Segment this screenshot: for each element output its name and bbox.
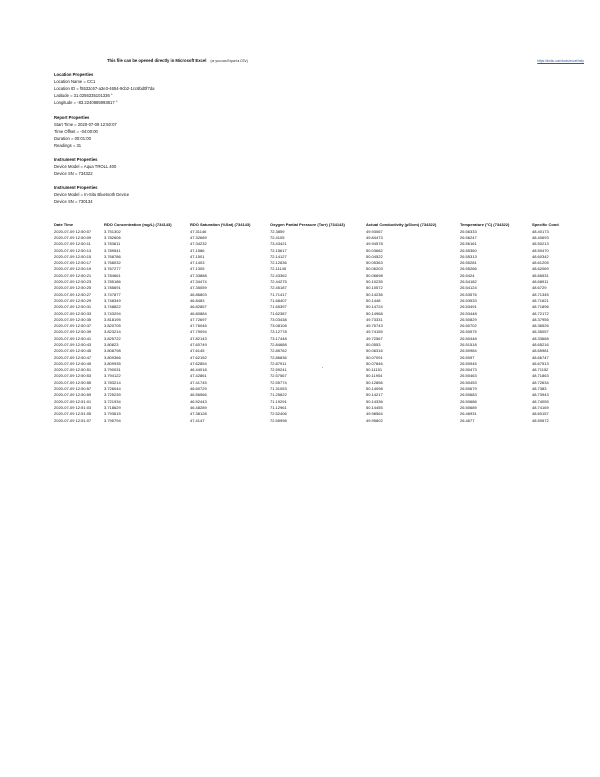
table-cell: 49.94578: [366, 241, 383, 247]
table-cell: 48.72172: [532, 310, 549, 316]
device-model: Device Model = In-Situ Bluetooth Device: [54, 191, 130, 197]
table-cell: 26.53491: [460, 304, 477, 310]
table-cell: 48.60342: [532, 253, 549, 259]
table-cell: 3.721934: [104, 398, 121, 404]
table-cell: 26.5097: [460, 354, 475, 360]
table-cell: 46.56566: [190, 392, 207, 398]
table-row: [54, 329, 600, 335]
readings-table: [54, 220, 600, 423]
scan-speck: [276, 372, 277, 373]
table-cell: 46.80884: [190, 310, 207, 316]
table-row: [54, 354, 600, 360]
table-cell: 48.71152: [532, 367, 549, 373]
table-cell: 26.54124: [460, 285, 477, 291]
table-cell: 3.80823: [104, 341, 119, 347]
table-cell: 3.823214: [104, 329, 121, 335]
table-cell: 47.79094: [190, 329, 207, 335]
instrument-properties-1: [54, 157, 116, 178]
table-body: [54, 228, 600, 423]
table-cell: 26.54182: [460, 279, 477, 285]
table-cell: 26.55360: [460, 247, 477, 253]
table-cell: 72.87911: [270, 360, 287, 366]
table-cell: 49.73331: [366, 316, 383, 322]
table-cell: 2020-07-09 12:50:23: [54, 279, 92, 285]
table-cell: 48.65216: [532, 341, 549, 347]
instrument-properties-title: Instrument Properties: [54, 185, 98, 190]
table-cell: 50.12856: [366, 379, 383, 385]
table-cell: 47.1586: [190, 247, 205, 253]
table-cell: 71.19291: [270, 398, 287, 404]
table-cell: 2020-07-09 12:50:21: [54, 272, 92, 278]
table-row: [54, 228, 600, 234]
table-cell: 26.50945: [460, 360, 477, 366]
table-cell: 49.95802: [366, 417, 383, 423]
table-cell: 48.71621: [532, 297, 549, 303]
table-row: [54, 247, 600, 253]
table-cell: 26.53448: [460, 310, 477, 316]
table-cell: 2020-07-09 12:50:29: [54, 297, 92, 303]
table-cell: 48.74055: [532, 398, 549, 404]
table-cell: 26.50829: [460, 316, 477, 322]
table-cell: 26.4677: [460, 417, 475, 423]
table-row: [54, 316, 600, 322]
table-cell: 72.14127: [270, 253, 287, 259]
table-cell: 47.38128: [190, 411, 207, 417]
table-row: [54, 253, 600, 259]
table-cell: 47.1403: [190, 260, 205, 266]
table-cell: 3.725239: [104, 392, 121, 398]
table-cell: 50.14217: [366, 392, 383, 398]
table-cell: 50.06203: [366, 266, 383, 272]
table-cell: 46.52443: [190, 398, 207, 404]
table-cell: 3.768786: [104, 253, 121, 259]
table-cell: 48.71896: [532, 304, 549, 310]
header-temperature: Temperature (°C) (734322): [460, 221, 510, 227]
table-cell: 47.1305: [190, 266, 205, 272]
table-cell: 26.56333: [460, 228, 477, 234]
table-cell: 48.40173: [532, 228, 549, 234]
table-cell: 2020-07-09 12:50:07: [54, 228, 92, 234]
table-cell: 2020-07-09 12:50:17: [54, 260, 92, 266]
table-cell: 3.718629: [104, 404, 121, 410]
table-cell: 48.36526: [532, 323, 549, 329]
table-cell: 48.67513: [532, 360, 549, 366]
table-cell: 50.03682: [366, 247, 383, 253]
table-cell: 48.66531: [532, 272, 549, 278]
device-sn: Device SN = 734322: [54, 170, 93, 176]
table-cell: 3.743294: [104, 310, 121, 316]
excel-note: [107, 58, 248, 63]
table-cell: 50.14098: [366, 386, 383, 392]
table-cell: 26.51518: [460, 341, 477, 347]
table-cell: 72.55774: [270, 379, 287, 385]
header-date-time: Date Time: [54, 221, 74, 227]
table-cell: 3.751302: [104, 228, 121, 234]
table-row: [54, 404, 600, 410]
table-cell: 48.33668: [532, 335, 549, 341]
table-cell: 26.56161: [460, 241, 477, 247]
table-cell: 50.06316: [366, 348, 383, 354]
table-cell: 47.62152: [190, 354, 207, 360]
table-cell: 26.50575: [460, 329, 477, 335]
table-cell: 2020-07-09 12:50:45: [54, 348, 92, 354]
header-actual-conductivity: Actual Conductivity (µS/cm) (734322): [366, 221, 437, 227]
instrument-properties-title: Instrument Properties: [54, 157, 98, 162]
table-cell: 71.65397: [270, 304, 287, 310]
scan-speck: [322, 367, 323, 368]
table-row: [54, 291, 600, 297]
report-time-offset: Time Offset = -04:00:00: [54, 128, 98, 134]
table-row: [54, 310, 600, 316]
table-cell: 50.14455: [366, 404, 383, 410]
table-cell: 50.14724: [366, 304, 383, 310]
table-row: [54, 367, 600, 373]
table-cell: 48.6729: [532, 285, 547, 291]
table-cell: 48.35057: [532, 329, 549, 335]
table-cell: 2020-07-09 12:50:25: [54, 285, 92, 291]
table-cell: 3.747877: [104, 291, 121, 297]
table-cell: 47.35059: [190, 285, 207, 291]
table-cell: 2020-07-09 12:50:19: [54, 266, 92, 272]
table-cell: 72.43362: [270, 272, 287, 278]
table-cell: 50.10235: [366, 279, 383, 285]
table-cell: 48.50213: [532, 241, 549, 247]
table-row: [54, 304, 600, 310]
table-cell: 3.783214: [104, 379, 121, 385]
table-cell: 2020-07-09 12:50:55: [54, 379, 92, 385]
table-cell: 48.62069: [532, 266, 549, 272]
table-cell: 26.50473: [460, 367, 477, 373]
table-cell: 2020-07-09 12:50:49: [54, 360, 92, 366]
table-cell: 72.86836: [270, 354, 287, 360]
table-cell: 3.793615: [104, 411, 121, 417]
table-cell: 3.785186: [104, 279, 121, 285]
table-cell: 2020-07-09 12:50:39: [54, 329, 92, 335]
table-cell: 48.61205: [532, 260, 549, 266]
table-cell: 2020-07-09 12:50:47: [54, 354, 92, 360]
table-cell: 3.782606: [104, 234, 121, 240]
table-header: [54, 220, 600, 228]
table-cell: 49.72567: [366, 335, 383, 341]
table-cell: 3.818195: [104, 316, 121, 322]
table-cell: 72.15617: [270, 247, 287, 253]
header-rdo-concentration: RDO Concentration (mg/L) (734143): [104, 221, 172, 227]
table-cell: 47.60749: [190, 341, 207, 347]
table-cell: 72.4105: [270, 234, 285, 240]
table-cell: 50.1448: [366, 297, 381, 303]
table-row: [54, 285, 600, 291]
table-cell: 2020-07-09 12:50:27: [54, 291, 92, 297]
table-row: [54, 272, 600, 278]
table-cell: 26.50683: [460, 392, 477, 398]
table-cell: 3.808798: [104, 348, 121, 354]
table-cell: 47.4147: [190, 417, 205, 423]
table-cell: 2020-07-09 12:50:53: [54, 373, 92, 379]
table-cell: 47.41745: [190, 379, 207, 385]
table-cell: 46.8483: [190, 297, 205, 303]
table-row: [54, 417, 600, 423]
table-row: [54, 341, 600, 347]
table-cell: 50.04522: [366, 253, 383, 259]
table-row: [54, 360, 600, 366]
table-row: [54, 322, 600, 328]
table-cell: 72.84688: [270, 341, 287, 347]
table-cell: 26.55266: [460, 266, 477, 272]
table-cell: 71.68407: [270, 297, 287, 303]
table-cell: 3.748822: [104, 304, 121, 310]
table-cell: 3.783611: [104, 241, 121, 247]
report-properties: [54, 115, 117, 150]
report-duration: Duration = 00:01:00: [54, 135, 91, 141]
table-cell: 71.25622: [270, 392, 287, 398]
table-cell: 50.05363: [366, 260, 383, 266]
table-row: [54, 259, 600, 265]
report-properties-title: Report Properties: [54, 115, 90, 120]
table-cell: 47.32689: [190, 234, 207, 240]
table-cell: 49.74155: [366, 329, 383, 335]
table-cell: 47.34232: [190, 241, 207, 247]
table-cell: 49.93067: [366, 228, 383, 234]
table-cell: 2020-07-09 12:50:11: [54, 241, 91, 247]
header-rdo-saturation: RDO Saturation (%Sat) (734143): [190, 221, 251, 227]
table-cell: 72.3859: [270, 228, 285, 234]
table-cell: 3.795794: [104, 417, 121, 423]
table-cell: 3.784661: [104, 272, 121, 278]
table-cell: 26.50702: [460, 323, 477, 329]
table-row: [54, 411, 600, 417]
table-cell: 26.50689: [460, 404, 477, 410]
table-cell: 26.50463: [460, 373, 477, 379]
table-cell: 47.62854: [190, 360, 207, 366]
table-cell: 72.57567: [270, 373, 287, 379]
table-cell: 50.06698: [366, 272, 383, 278]
table-cell: 2020-07-09 12:50:09: [54, 234, 92, 240]
table-cell: 2020-07-09 12:50:51: [54, 367, 92, 373]
table-cell: 3.790031: [104, 367, 121, 373]
table-cell: 71.71417: [270, 291, 287, 297]
table-cell: 50.14336: [366, 398, 383, 404]
table-cell: 47.31146: [190, 228, 207, 234]
device-sn: Device SN = 730134: [54, 198, 93, 204]
table-cell: 48.72634: [532, 379, 549, 385]
table-cell: 73.03438: [270, 316, 287, 322]
table-cell: 73.43421: [270, 241, 287, 247]
table-cell: 2020-07-09 12:51:03: [54, 404, 92, 410]
table-cell: 26.50448: [460, 335, 477, 341]
table-cell: 47.1501: [190, 253, 205, 259]
header-oxygen-partial-pressure: Oxygen Partial Pressure (Torr) (734143): [270, 221, 345, 227]
table-cell: 26.55313: [460, 253, 477, 259]
table-cell: 3.825722: [104, 335, 121, 341]
location-properties-title: Location Properties: [54, 72, 94, 77]
table-cell: 2020-07-09 12:50:43: [54, 341, 92, 347]
table-cell: 3.809935: [104, 360, 121, 366]
table-cell: 48.40693: [532, 234, 549, 240]
table-cell: 73.08108: [270, 323, 287, 329]
table-cell: 26.5424: [460, 272, 475, 278]
table-cell: 47.6145: [190, 348, 205, 354]
table-cell: 2020-07-09 12:51:05: [54, 411, 92, 417]
table-row: [54, 373, 600, 379]
table-cell: 50.10572: [366, 285, 383, 291]
table-cell: 48.7383: [532, 386, 547, 392]
location-properties: [54, 72, 154, 107]
table-cell: 48.73943: [532, 392, 549, 398]
table-cell: 72.12636: [270, 260, 287, 266]
table-row: [54, 234, 600, 240]
help-link[interactable]: https://insitu.com/tools/excel/help: [537, 59, 584, 63]
table-row: [54, 348, 600, 354]
table-row: [54, 335, 600, 341]
table-cell: 3.726044: [104, 386, 121, 392]
table-cell: 48.66747: [532, 354, 549, 360]
table-cell: 50.14236: [366, 291, 383, 297]
table-row: [54, 398, 600, 404]
table-cell: 3.767277: [104, 266, 121, 272]
table-cell: 2020-07-09 12:50:31: [54, 304, 92, 310]
table-row: [54, 297, 600, 303]
table-cell: 50.0553: [366, 341, 381, 347]
table-cell: 3.785691: [104, 285, 121, 291]
table-cell: 72.44275: [270, 279, 287, 285]
table-cell: 49.98564: [366, 411, 383, 417]
table-cell: 48.71863: [532, 373, 549, 379]
table-cell: 48.71345: [532, 291, 549, 297]
table-cell: 72.11145: [270, 266, 287, 272]
excel-note-text: This file can be opened directly in Microsoft Excel: [107, 58, 207, 63]
device-model: Device Model = Aqua TROLL 400: [54, 163, 117, 169]
table-cell: 2020-07-09 12:50:59: [54, 392, 92, 398]
table-row: [54, 392, 600, 398]
table-cell: 26.53533: [460, 297, 477, 303]
table-cell: 73.17448: [270, 335, 287, 341]
table-cell: 2020-07-09 12:50:15: [54, 253, 92, 259]
table-cell: 2020-07-09 12:51:07: [54, 417, 92, 423]
location-name: Location Name = CC1: [54, 78, 96, 84]
report-start-time: Start Time = 2020-07-09 12:50:07: [54, 121, 117, 127]
export-csv-note[interactable]: (or you can Export a CSV): [210, 59, 248, 63]
table-cell: 3.768032: [104, 260, 121, 266]
location-longitude: Longitude = -83.2240885993817 °: [54, 99, 118, 105]
table-cell: 48.50470: [532, 247, 549, 253]
table-cell: 72.55998: [270, 417, 287, 423]
table-cell: 46.44018: [190, 367, 207, 373]
table-cell: 26.50453: [460, 379, 477, 385]
table-cell: 49.84473: [366, 234, 383, 240]
table-row: [54, 278, 600, 284]
location-id: Location ID = f5532c67-a3e3-4654-9cb2-1cc6bd0f7da: [54, 85, 155, 91]
table-cell: 3.809366: [104, 354, 121, 360]
table-cell: 50.11151: [366, 367, 383, 373]
table-cell: 48.65981: [532, 348, 549, 354]
table-cell: 2020-07-09 12:50:57: [54, 386, 92, 392]
table-cell: 71.62387: [270, 310, 287, 316]
table-row: [54, 266, 600, 272]
header-specific-conductivity: Specific Cond: [532, 221, 559, 227]
table-cell: 2020-07-09 12:50:13: [54, 247, 92, 253]
table-cell: 50.07091: [366, 354, 383, 360]
table-cell: 50.11904: [366, 373, 383, 379]
report-readings: Readings = 31: [54, 142, 82, 148]
table-cell: 50.07846: [366, 360, 383, 366]
table-cell: 48.68911: [532, 279, 549, 285]
table-cell: 73.12778: [270, 329, 287, 335]
table-cell: 46.86803: [190, 291, 207, 297]
table-cell: 46.48289: [190, 404, 207, 410]
table-cell: 2020-07-09 12:50:35: [54, 316, 92, 322]
table-cell: 46.60729: [190, 386, 207, 392]
table-cell: 48.60157: [532, 411, 549, 417]
table-row: [54, 379, 600, 385]
table-cell: 26.53576: [460, 291, 477, 297]
table-cell: 47.33888: [190, 272, 207, 278]
instrument-properties-2: [54, 185, 129, 206]
table-cell: 47.34474: [190, 279, 207, 285]
table-row: [54, 385, 600, 391]
table-cell: 72.59241: [270, 367, 287, 373]
table-cell: 49.75743: [366, 323, 383, 329]
table-cell: 48.59572: [532, 417, 549, 423]
table-cell: 47.72697: [190, 316, 207, 322]
table-cell: 71.31053: [270, 386, 287, 392]
table-cell: 26.50679: [460, 386, 477, 392]
table-cell: 2020-07-09 12:50:37: [54, 323, 92, 329]
table-cell: 48.37955: [532, 316, 549, 322]
location-latitude: Latitude = 31.0256335101336 °: [54, 92, 113, 98]
table-cell: 26.56247: [460, 234, 477, 240]
table-cell: 26.50984: [460, 348, 477, 354]
table-cell: 48.74169: [532, 404, 549, 410]
table-cell: 50.14968: [366, 310, 383, 316]
table-cell: 47.42861: [190, 373, 207, 379]
table-row: [54, 241, 600, 247]
table-cell: 72.85762: [270, 348, 287, 354]
table-cell: 26.50686: [460, 398, 477, 404]
table-cell: 47.76046: [190, 323, 207, 329]
table-cell: 2020-07-09 12:51:01: [54, 398, 92, 404]
table-cell: 71.12961: [270, 404, 287, 410]
table-cell: 3.820705: [104, 323, 121, 329]
table-cell: 3.748349: [104, 297, 121, 303]
table-cell: 72.45187: [270, 285, 287, 291]
table-cell: 3.794122: [104, 373, 121, 379]
table-cell: 26.46931: [460, 411, 477, 417]
table-cell: 47.82143: [190, 335, 207, 341]
table-cell: 2020-07-09 12:50:41: [54, 335, 92, 341]
table-cell: 3.789541: [104, 247, 121, 253]
table-cell: 46.82857: [190, 304, 207, 310]
table-cell: 72.52406: [270, 411, 287, 417]
table-cell: 26.55281: [460, 260, 477, 266]
table-cell: 2020-07-09 12:50:33: [54, 310, 92, 316]
